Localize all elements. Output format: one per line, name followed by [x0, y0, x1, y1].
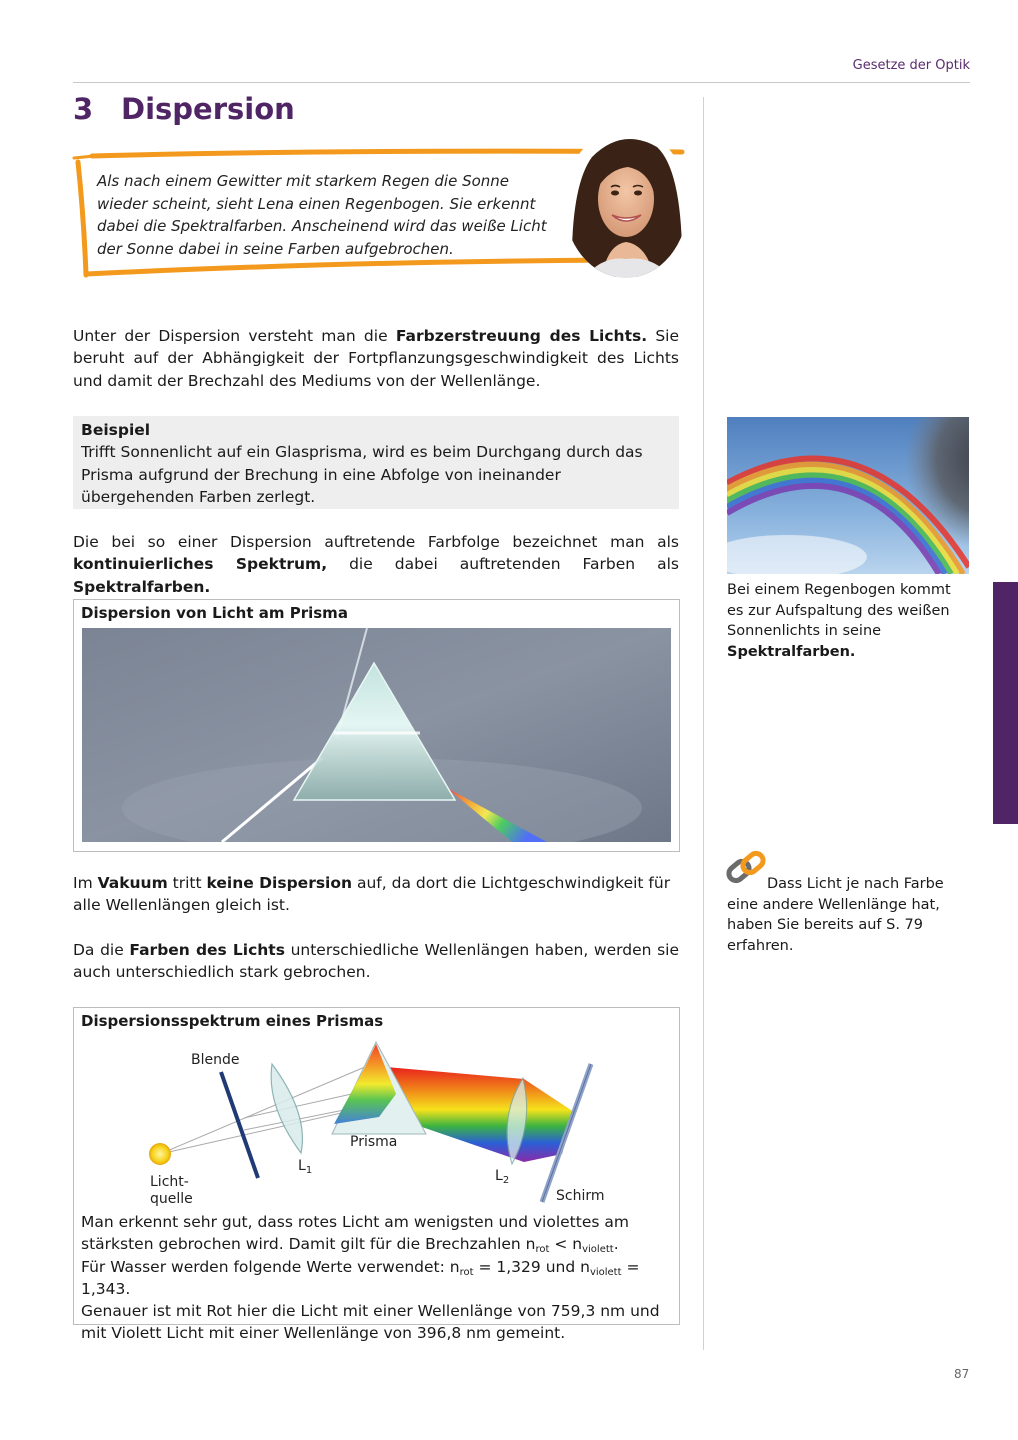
- text-span: Bei einem Regenbogen kommt es zur Aufspaltung des weißen Sonnenlichts in seine: [727, 582, 951, 639]
- chapter-heading: [73, 92, 295, 126]
- running-head: Gesetze der Optik: [852, 58, 970, 73]
- text-span: Man erkennt sehr gut, dass rotes Licht am wenigsten und violettes am stärksten gebrochen wird. Damit gilt für die Brechzahlen n: [81, 1213, 629, 1254]
- rainbow-photo: [727, 417, 969, 574]
- label-l2: [495, 1168, 509, 1185]
- prism-photo: [82, 628, 671, 842]
- text-span: Da die: [73, 941, 130, 959]
- label-l1: [298, 1158, 312, 1175]
- paragraph-vacuum: [73, 872, 679, 917]
- figure-explanation: [81, 1211, 673, 1345]
- chapter-tab: [993, 582, 1018, 824]
- label-schirm: Schirm: [556, 1188, 605, 1204]
- label-blende: Blende: [191, 1052, 240, 1068]
- text-span: Im: [73, 874, 98, 892]
- bold-term: Farben des Lichts: [129, 941, 285, 959]
- paragraph-definition: [73, 325, 679, 392]
- subscript: rot: [459, 1266, 474, 1278]
- subscript: violett: [589, 1266, 622, 1278]
- label-l: L: [298, 1158, 306, 1174]
- text-span: unterschiedliche Wellenlängen haben, werden sie auch unterschiedlich stark gebrochen.: [73, 941, 679, 982]
- cross-reference-note: Dass Licht je nach Farbe eine andere Wellenlänge hat, haben Sie bereits auf S. 79 erfahren.: [727, 876, 944, 954]
- chapter-title: Dispersion: [121, 92, 295, 126]
- text-span: tritt: [167, 874, 207, 892]
- label-l2-sub: 2: [502, 1175, 510, 1186]
- figure-title: Dispersionsspektrum eines Prismas: [81, 1012, 384, 1030]
- header-rule: [73, 82, 970, 83]
- text-span: Die bei so einer Dispersion auftretende Farbfolge bezeichnet man als: [73, 533, 679, 551]
- lena-portrait: [562, 127, 690, 280]
- text-span: die dabei auftretenden Farben als: [327, 555, 679, 574]
- text-span: < n: [549, 1235, 583, 1254]
- text-span: = 1,329 und n: [473, 1257, 590, 1276]
- label-l: L: [495, 1168, 503, 1184]
- figure-dispersion-diagram: [73, 1007, 680, 1343]
- example-title: Beispiel: [81, 421, 151, 439]
- label-l1-sub: 1: [305, 1165, 313, 1176]
- bold-term: keine Dispersion: [206, 874, 353, 892]
- label-prisma: Prisma: [350, 1134, 398, 1150]
- text-span: Unter der Dispersion versteht man die: [73, 327, 396, 345]
- chapter-number: 3: [73, 92, 94, 126]
- bold-term: kontinuierliches Spektrum,: [73, 555, 328, 574]
- page-number: 87: [954, 1367, 970, 1381]
- label-lichtquelle: [150, 1174, 193, 1208]
- bold-term: Farbzerstreuung des Lichts.: [395, 327, 648, 345]
- subscript: violett: [582, 1244, 614, 1256]
- label-licht: Licht-: [150, 1174, 189, 1190]
- example-box: [73, 416, 679, 509]
- text-span: Sie beruht auf der Abhängigkeit der Fortpflanzungsgeschwindigkeit des Lichts und damit der Brechzahl des Mediums von der Wellenlänge.: [73, 327, 680, 390]
- text-span: auf, da dort die Lichtgeschwindigkeit für alle Wellenlängen gleich ist.: [73, 874, 671, 915]
- rainbow-caption: [727, 580, 971, 662]
- subscript: rot: [535, 1244, 550, 1256]
- example-text: Trifft Sonnenlicht auf ein Glasprisma, wird es beim Durchgang durch das Prisma aufgrund der Brechung in eine Abfolge von ineinander übergehenden Farben zerlegt.: [81, 443, 643, 506]
- text-span: .: [613, 1235, 619, 1254]
- text-span: = 1,343.: [81, 1257, 640, 1298]
- bold-term: Vakuum: [97, 874, 168, 892]
- text-span: Für Wasser werden folgende Werte verwendet: n: [81, 1257, 460, 1276]
- figure-title: Dispersion von Licht am Prisma: [81, 604, 348, 622]
- bold-term: Spektralfarben.: [73, 577, 211, 596]
- paragraph-colors: [73, 939, 679, 984]
- figure-prism-photo: [73, 599, 680, 852]
- bold-term: Spektralfarben.: [727, 643, 856, 660]
- intro-text: Als nach einem Gewitter mit starkem Regen die Sonne wieder scheint, sieht Lena einen Regenbogen. Sie erkennt dabei die Spektralfarben. Anscheinend wird das weiße Licht der Sonne dabei in seine Farben aufgebrochen.: [97, 172, 547, 258]
- column-divider: [703, 97, 704, 1350]
- label-quelle: quelle: [150, 1191, 193, 1207]
- paragraph-spectrum: [73, 531, 679, 598]
- text-span: Genauer ist mit Rot hier die Licht mit einer Wellenlänge von 759,3 nm und mit Violett Licht mit einer Wellenlänge von 396,8 nm gemeint.: [81, 1302, 660, 1343]
